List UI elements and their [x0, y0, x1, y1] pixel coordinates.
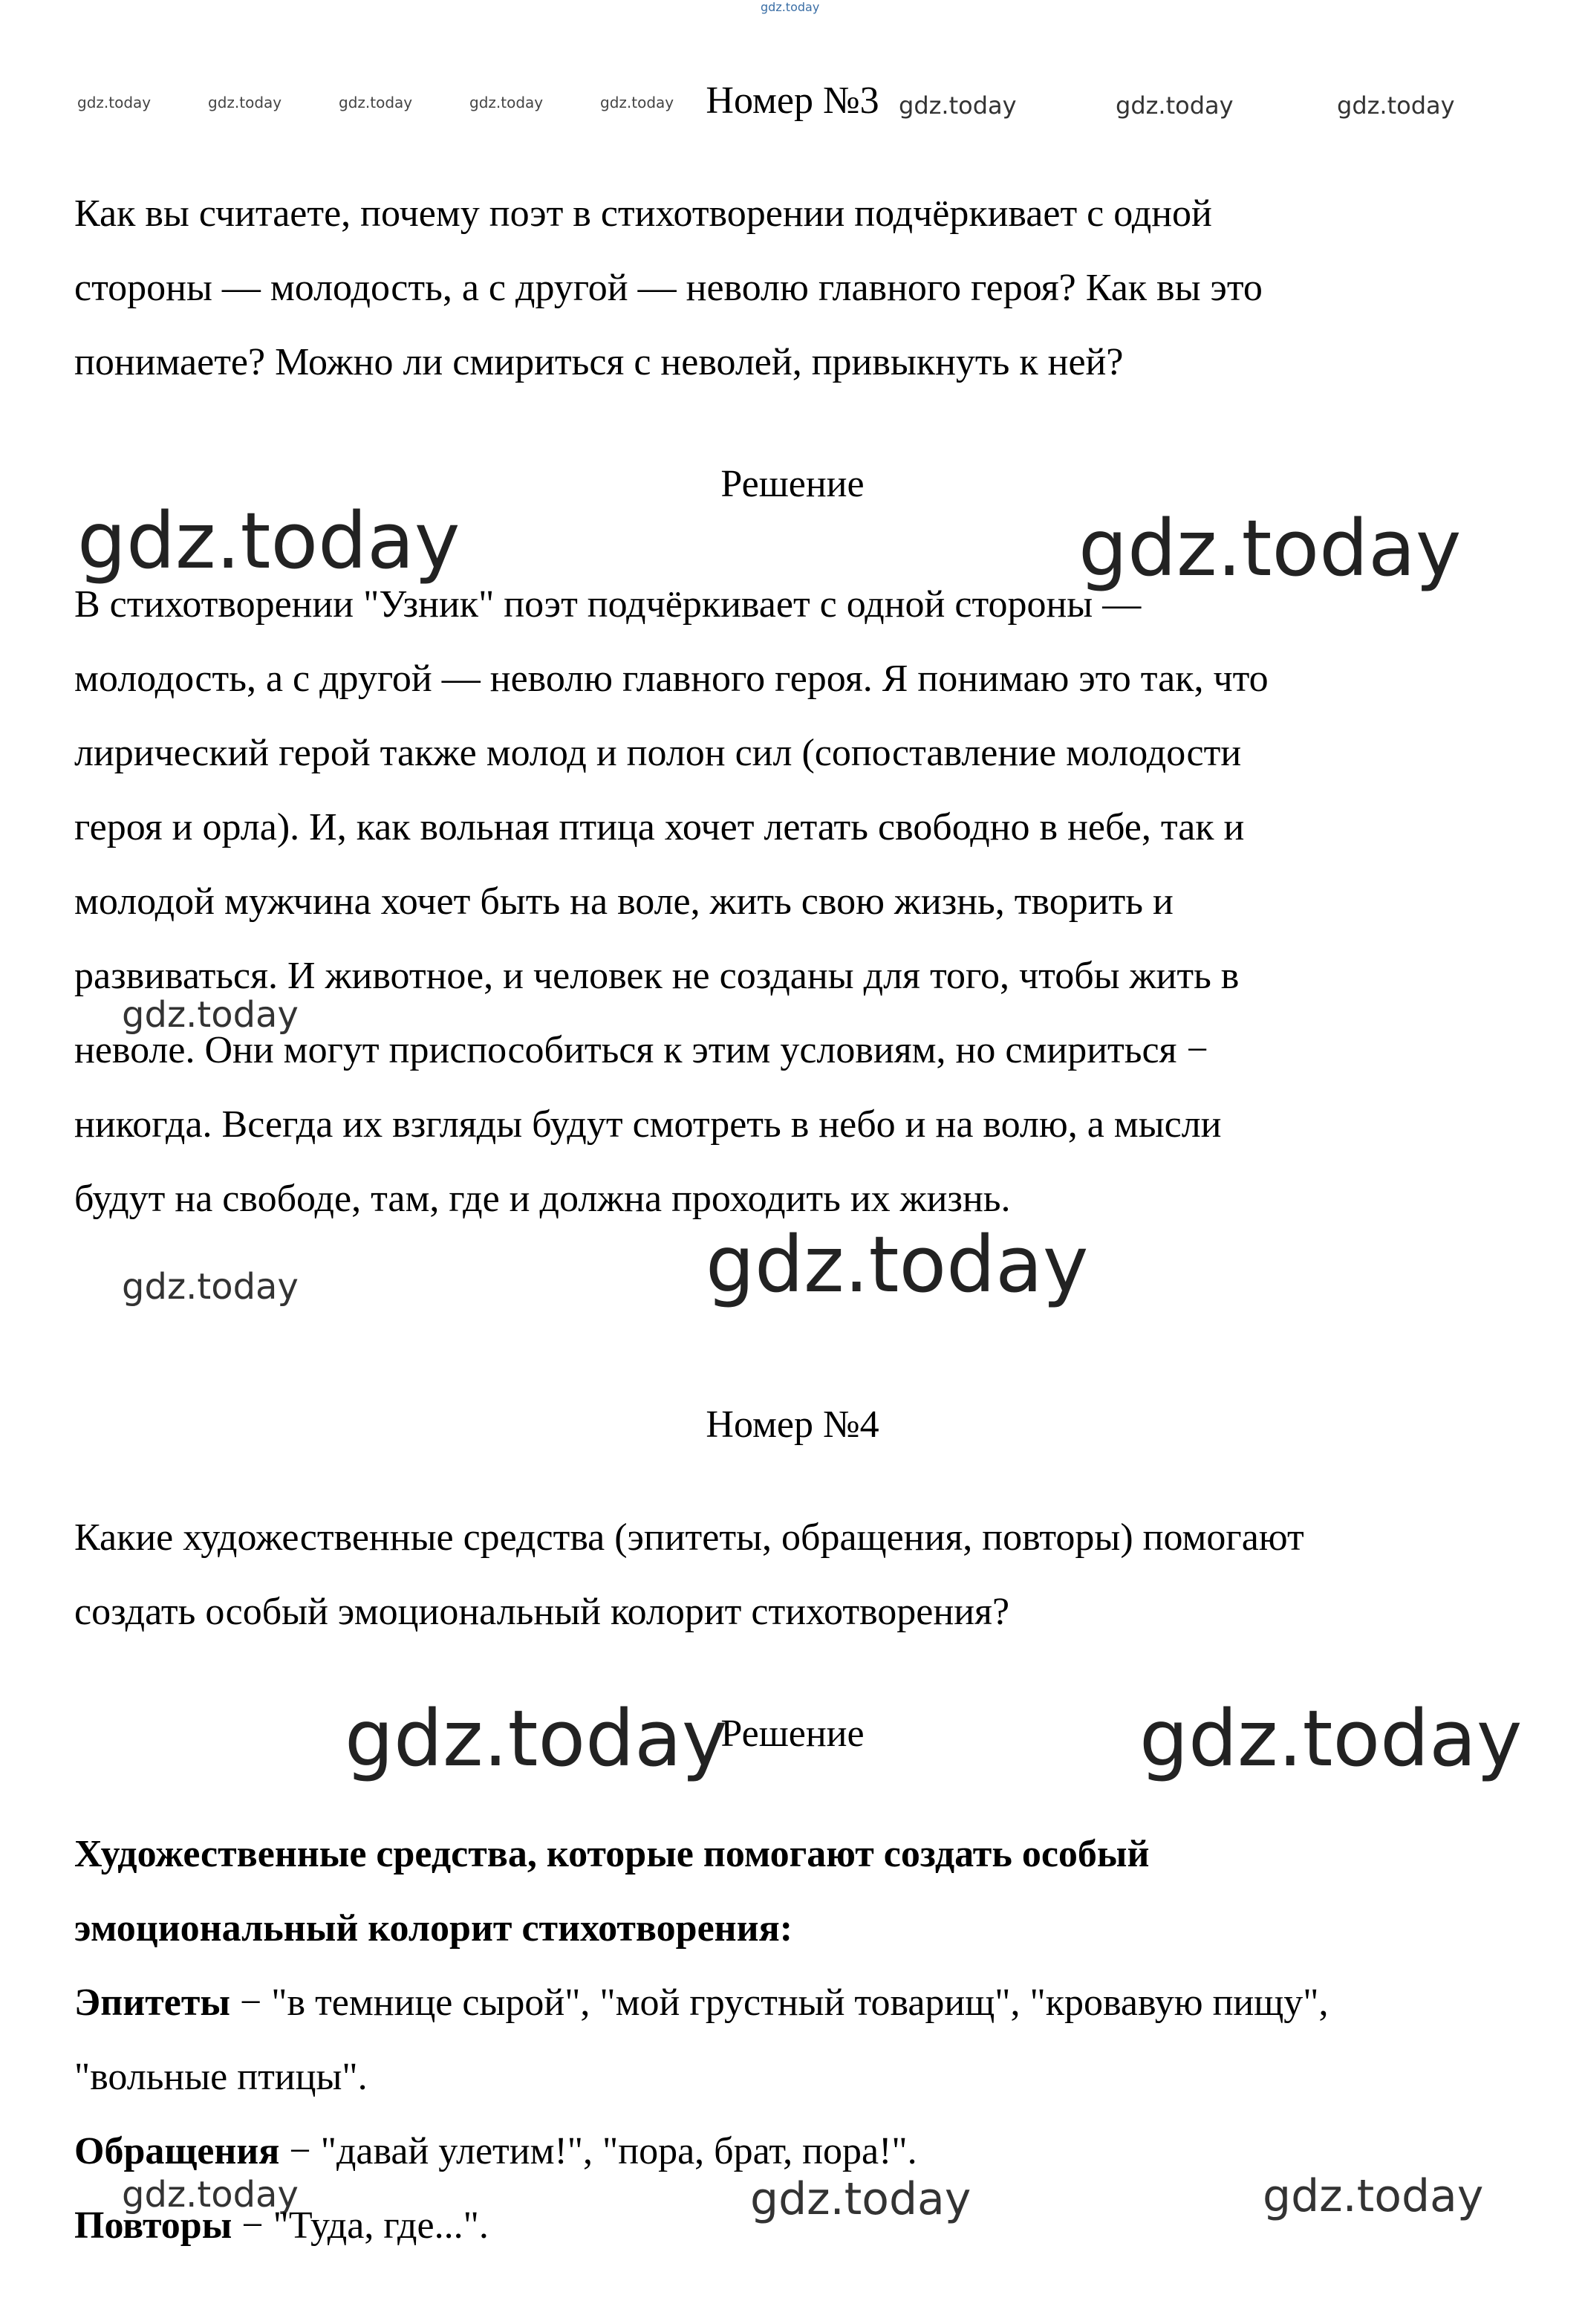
answer-3-line: В стихотворении "Узник" поэт подчёркивает с одной стороны — [74, 583, 1142, 626]
watermark: gdz.today [1263, 2170, 1484, 2222]
item-dash: − [279, 2130, 321, 2172]
question-4-line: создать особый эмоциональный колорит стихотворения? [74, 1591, 1010, 1633]
answer-3-line: молодость, а с другой — неволю главного героя. Я понимаю это так, что [74, 658, 1269, 700]
watermark: gdz.today [122, 1266, 299, 1308]
epithets-item [74, 1981, 1329, 2025]
watermark: gdz.today [208, 94, 282, 111]
watermark: gdz.today [1078, 503, 1462, 594]
watermark: gdz.today [345, 1693, 728, 1784]
watermark: gdz.today [77, 496, 460, 586]
answer-3-line: будут на свободе, там, где и должна проходить их жизнь. [74, 1178, 1011, 1220]
appeals-term: Обращения [74, 2130, 280, 2172]
solution-3-label: Решение [720, 463, 865, 505]
question-3-line: стороны — молодость, а с другой — неволю главного героя? Как вы это [74, 267, 1263, 309]
watermark: gdz.today [750, 2173, 971, 2225]
answer-3-line: молодой мужчина хочет быть на воле, жить свою жизнь, творить и [74, 880, 1174, 923]
epithets-item-continued: "вольные птицы". [74, 2056, 368, 2098]
appeals-item [74, 2129, 917, 2174]
watermark: gdz.today [899, 91, 1017, 120]
answer-4-heading-line: эмоциональный колорит стихотворения: [74, 1907, 793, 1950]
repetitions-term: Повторы [74, 2204, 232, 2247]
section-3-title: Номер №3 [706, 79, 879, 122]
epithets-term: Эпитеты [74, 1981, 230, 2024]
question-3-line: понимаете? Можно ли смириться с неволей, привыкнуть к ней? [74, 341, 1124, 383]
repetitions-text: "Туда, где...". [273, 2204, 489, 2247]
item-dash: − [232, 2204, 273, 2247]
answer-3-line: героя и орла). И, как вольная птица хочет летать свободно в небе, так и [74, 806, 1245, 848]
solution-4-label: Решение [720, 1713, 865, 1755]
watermark: gdz.today [1337, 91, 1455, 120]
answer-3-line: неволе. Они могут приспособиться к этим условиям, но смириться − [74, 1029, 1208, 1071]
watermark: gdz.today [77, 94, 152, 111]
answer-3-line: развиваться. И животное, и человек не созданы для того, чтобы жить в [74, 955, 1240, 997]
watermark: gdz.today [600, 94, 674, 111]
appeals-text: "давай улетим!", "пора, брат, пора!". [320, 2130, 917, 2172]
watermark: gdz.today [469, 94, 544, 111]
answer-3-line: лирический герой также молод и полон сил (сопоставление молодости [74, 732, 1242, 774]
watermark: gdz.today [1116, 91, 1234, 120]
answer-3-line: никогда. Всегда их взгляды будут смотреть в небо и на волю, а мысли [74, 1103, 1222, 1146]
watermark: gdz.today [122, 2174, 299, 2216]
watermark: gdz.today [339, 94, 413, 111]
watermark: gdz.today [706, 1219, 1089, 1310]
question-3-line: Как вы считаете, почему поэт в стихотворении подчёркивает с одной [74, 192, 1212, 235]
watermark: gdz.today [761, 0, 820, 14]
epithets-text: "в темнице сырой", "мой грустный товарищ", "кровавую пищу", [271, 1981, 1329, 2024]
question-4-line: Какие художественные средства (эпитеты, обращения, повторы) помогают [74, 1516, 1304, 1559]
item-dash: − [230, 1981, 272, 2024]
watermark: gdz.today [122, 994, 299, 1036]
section-4-title: Номер №4 [706, 1403, 879, 1446]
repetitions-item [74, 2204, 489, 2248]
answer-4-heading-line: Художественные средства, которые помогают создать особый [74, 1833, 1150, 1875]
watermark: gdz.today [1139, 1693, 1523, 1784]
